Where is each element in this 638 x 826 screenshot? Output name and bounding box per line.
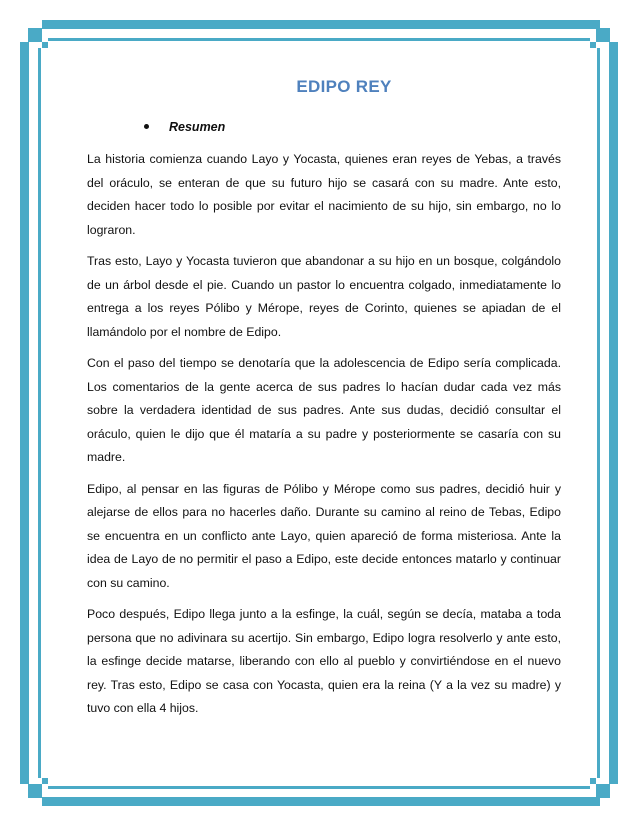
bullet-item [87, 117, 561, 137]
bullet-label: Resumen [169, 120, 226, 134]
paragraph-5: Poco después, Edipo llega junto a la esfinge, la cuál, según se decía, mataba a toda persona que no adivinara su acertijo. Sin embargo, Edipo logra resolverlo y ante esto, la esfinge decide matarse, liberando con ello al pueblo y convirtiéndose en el nuevo rey. Tras esto, Edipo se casa con Yocasta, quien era la reina (Y a la vez su madre) y tuvo con ella 4 hijos. [87, 607, 561, 715]
paragraph-1: La historia comienza cuando Layo y Yocasta, quienes eran reyes de Yebas, a través del oráculo, se enteran de que su futuro hijo se casará con su madre. Ante esto, deciden hacer todo lo posible por evitar el nacimiento de su hijo, sin embargo, no lo lograron. [87, 152, 561, 237]
document-title: EDIPO REY [296, 77, 392, 96]
document-body [87, 75, 561, 721]
paragraph-4: Edipo, al pensar en las figuras de Pólibo y Mérope como sus padres, decidió huir y alejarse de ellos para no hacerles daño. Durante su camino al reino de Tebas, Edipo se encuentra en un conflicto ante Layo, quien apareció de forma misteriosa. Ante la idea de Layo de no permitir el paso a Edipo, este decide entonces matarlo y continuar con su camino. [87, 481, 561, 590]
paragraph-2: Tras esto, Layo y Yocasta tuvieron que abandonar a su hijo en un bosque, colgándolo de un árbol desde el pie. Cuando un pastor lo encuentra colgado, inmediatamente lo entrega a los reyes Pólibo y Mérope, reyes de Corinto, quienes se apiadan de el llamándolo por el nombre de Edipo. [87, 254, 561, 339]
paragraph-3: Con el paso del tiempo se denotaría que la adolescencia de Edipo sería complicada. Los comentarios de la gente acerca de sus padres lo hacían dudar cada vez más sobre la verdadera identidad de sus padres. Ante sus dudas, decidió consultar el oráculo, quien le dijo que él mataría a su padre y posteriormente se casaría con su madre. [87, 356, 561, 464]
bullet-icon [144, 124, 149, 129]
